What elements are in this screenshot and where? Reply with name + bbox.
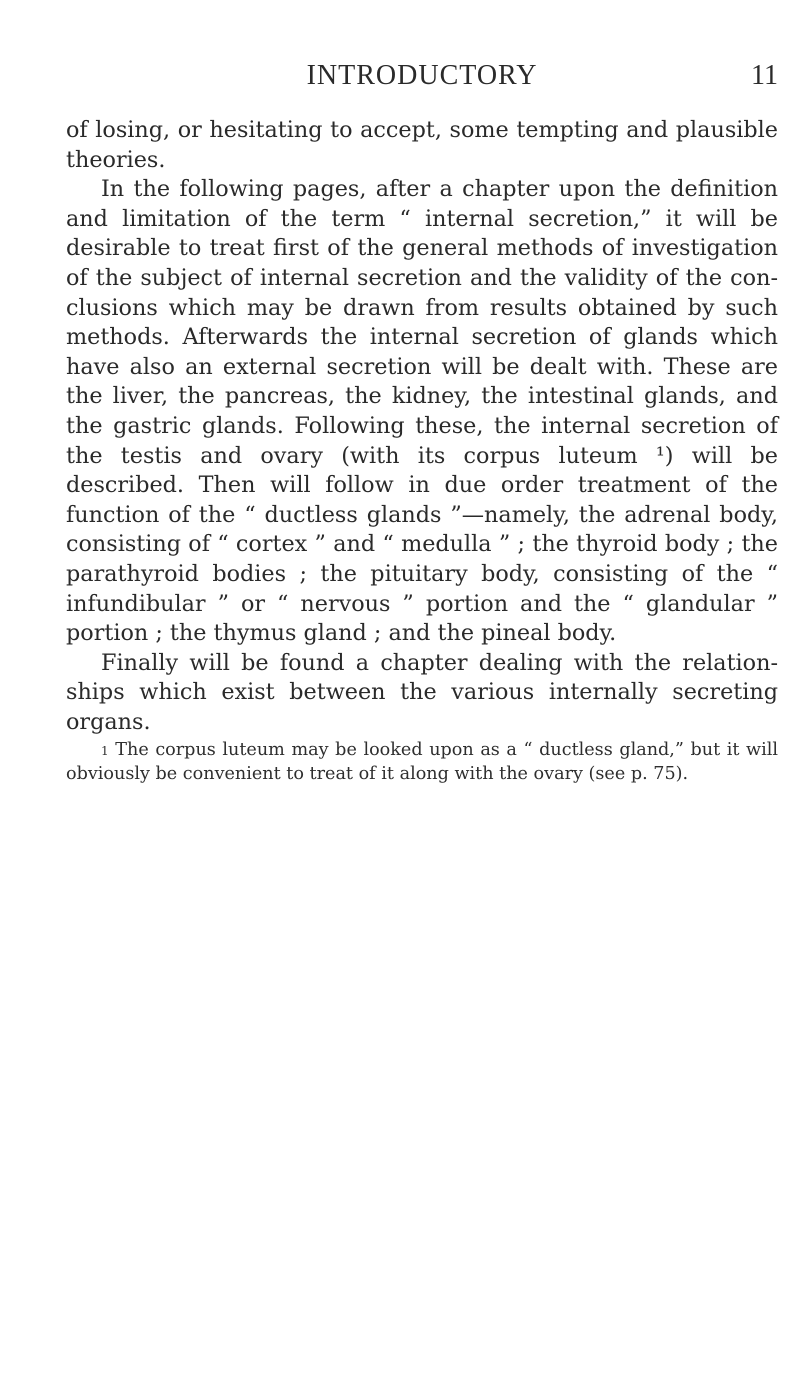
footnote-marker: 1	[101, 744, 109, 758]
running-head	[66, 60, 778, 100]
page-number: 11	[751, 60, 778, 91]
running-title: INTRODUCTORY	[306, 60, 538, 91]
footnote	[66, 738, 778, 786]
paragraph-continuation: of losing, or hesitating to accept, some tempting and plausible theories.	[66, 117, 778, 173]
body-text	[66, 116, 778, 737]
paragraph-outline: In the following pages, after a chapter upon the definition and limitation of the term “ internal secretion,” it will be desirable to treat first of the general methods of investigation of the subject of internal secretion and the validity of the conclusions which may be drawn from results obtained by such methods. Afterwards the internal secretion of glands which have also an external secretion will be dealt with. These are the liver, the pancreas, the kidney, the intestinal glands, and the gastric glands. Following these, the internal secretion of the testis and ovary (with its corpus luteum ¹) will be described. Then will follow in due order treatment of the function of the “ ductless glands ”—namely, the adrenal body, consisting of “ cortex ” and “ medulla ” ; the thyroid body ; the parathyroid bodies ; the pituitary body, consisting of the “ infundibular ” or “ nervous ” portion and the “ glandular ” portion ; the thymus gland ; and the pineal body.	[66, 176, 778, 647]
footnote-text: The corpus luteum may be looked upon as a “ ductless gland,” but it will obviously be convenient to treat of it along with the ovary (see p. 75).	[66, 740, 778, 784]
paragraph-final-chapter: Finally will be found a chapter dealing with the relationships which exist between the various internally secreting organs.	[66, 649, 778, 735]
